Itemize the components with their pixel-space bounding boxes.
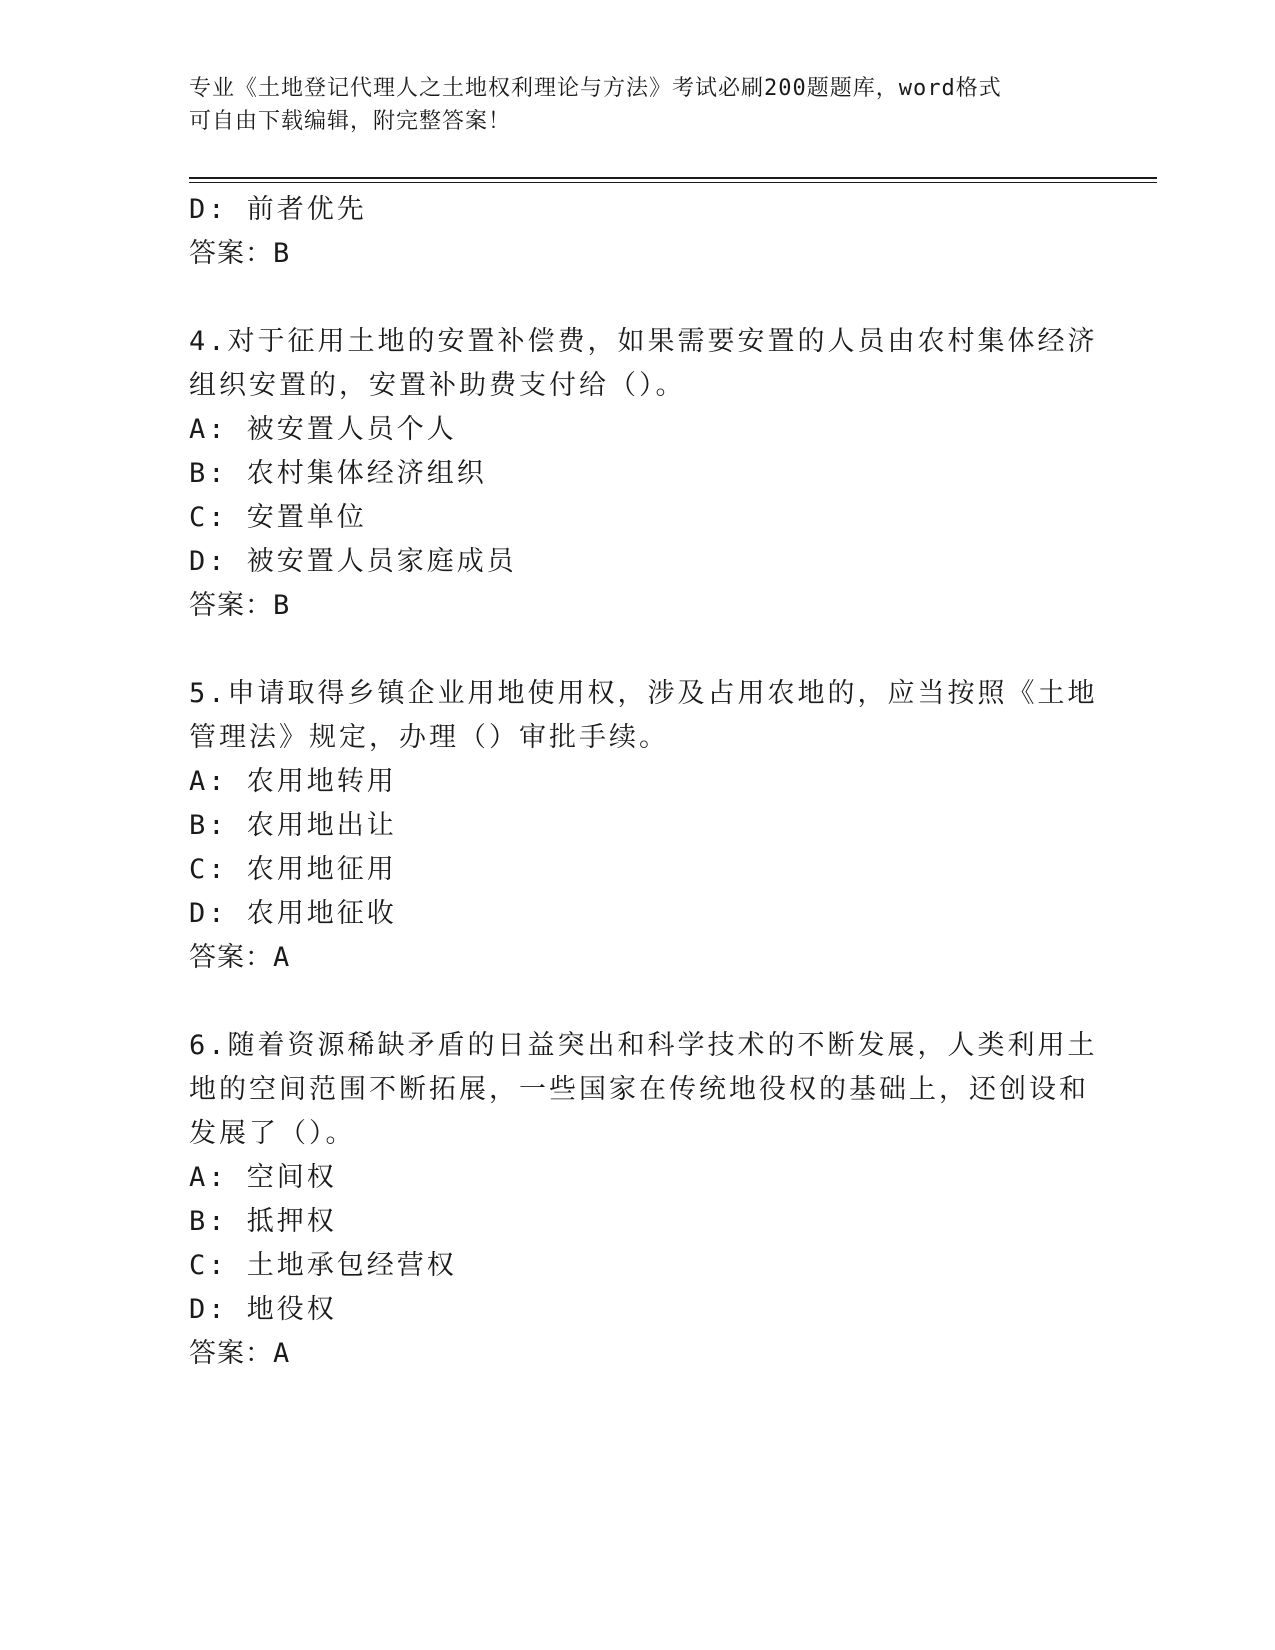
q5-answer: 答案：A (189, 942, 291, 973)
q4-option-b: B: 农村集体经济组织 (189, 458, 487, 489)
q4-option-c: C: 安置单位 (189, 502, 367, 533)
q6-stem-line-3: 发展了（）。 (189, 1118, 356, 1149)
q6-option-d: D: 地役权 (189, 1294, 337, 1325)
q5-option-d: D: 农用地征收 (189, 898, 397, 929)
q6-stem-line-1: 6.随着资源稀缺矛盾的日益突出和科学技术的不断发展，人类利用土 (189, 1030, 1098, 1061)
q6-answer: 答案：A (189, 1338, 291, 1369)
q4-option-a: A: 被安置人员个人 (189, 414, 457, 445)
header-line-2: 可自由下载编辑，附完整答案！ (189, 109, 512, 134)
q6-option-a: A: 空间权 (189, 1162, 337, 1193)
q6-option-c: C: 土地承包经营权 (189, 1250, 457, 1281)
q4-option-d: D: 被安置人员家庭成员 (189, 546, 517, 577)
q5-stem-line-1: 5.申请取得乡镇企业用地使用权，涉及占用农地的，应当按照《土地 (189, 678, 1098, 709)
q6-option-b: B: 抵押权 (189, 1206, 337, 1237)
q4-answer: 答案：B (189, 590, 291, 621)
q3-option-d: D: 前者优先 (189, 194, 367, 225)
header-line-1: 专业《土地登记代理人之土地权利理论与方法》考试必刷200题题库，word格式 (189, 76, 1002, 101)
q6-stem-line-2: 地的空间范围不断拓展，一些国家在传统地役权的基础上，还创设和 (189, 1074, 1089, 1105)
q5-option-c: C: 农用地征用 (189, 854, 397, 885)
q3-answer: 答案：B (189, 238, 291, 269)
q4-stem-line-1: 4.对于征用土地的安置补偿费，如果需要安置的人员由农村集体经济 (189, 326, 1098, 357)
q4-stem-line-2: 组织安置的，安置补助费支付给（）。 (189, 370, 686, 401)
q5-option-a: A: 农用地转用 (189, 766, 397, 797)
page-header (189, 72, 1069, 138)
header-divider-thin (189, 182, 1157, 183)
q5-option-b: B: 农用地出让 (189, 810, 397, 841)
q5-stem-line-2: 管理法》规定，办理（）审批手续。 (189, 722, 669, 753)
header-divider-thick (189, 177, 1157, 179)
